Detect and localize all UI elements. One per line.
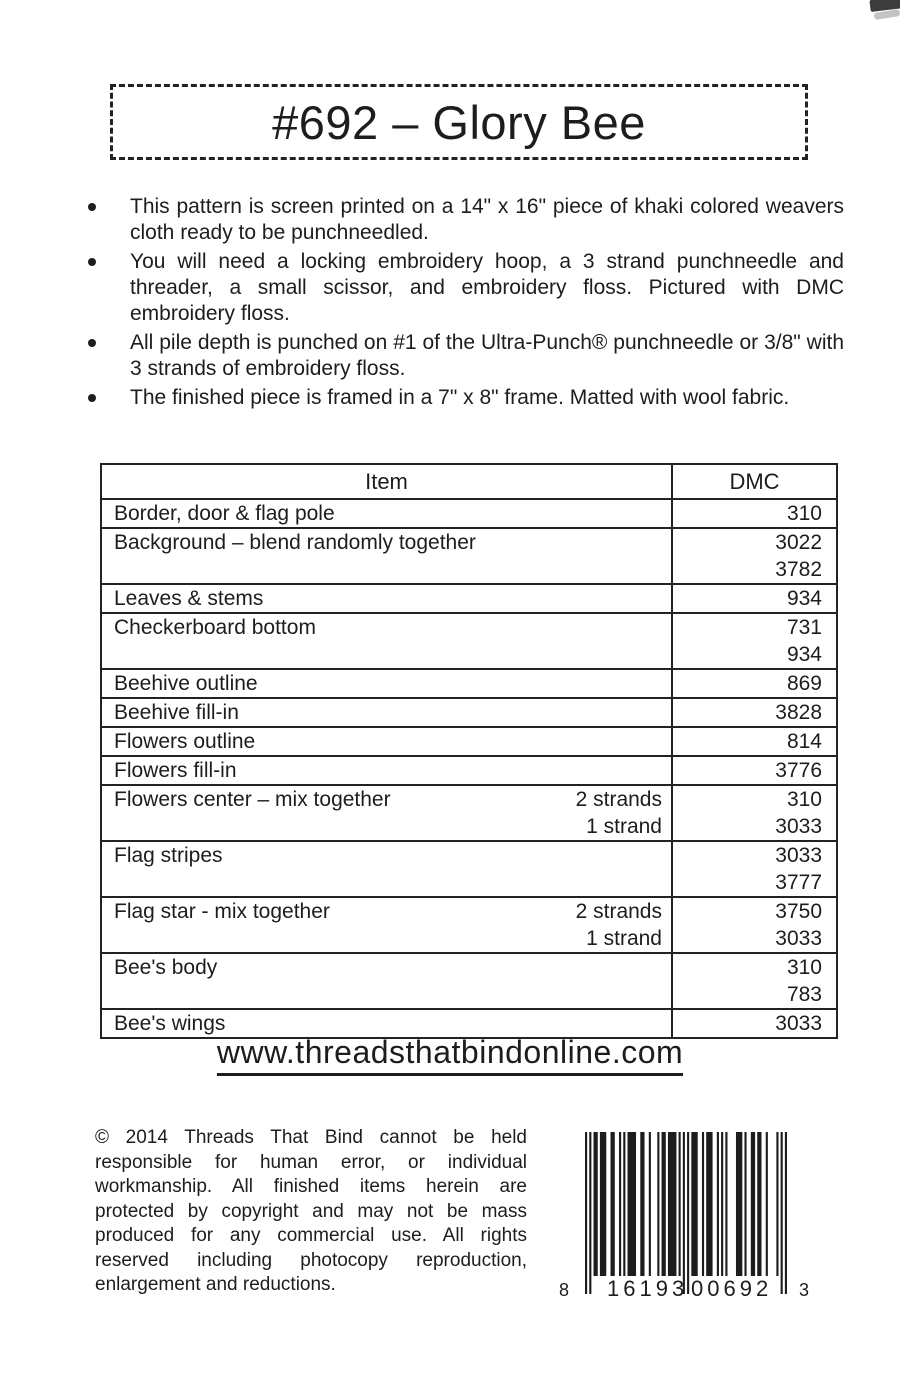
barcode-digits-group2: 00692 — [691, 1276, 773, 1301]
table-row — [102, 697, 836, 726]
list-item — [82, 385, 844, 411]
item-label: Flowers center – mix together — [114, 788, 391, 811]
table-row — [102, 952, 836, 1008]
bullet-icon — [88, 339, 96, 347]
dmc-cell: 869 — [786, 672, 822, 695]
strands-note: 2 strands 1 strand — [575, 900, 662, 950]
dmc-cell: 3828 — [775, 701, 822, 724]
item-label: Flag stripes — [114, 844, 223, 867]
bullet-text: You will need a locking embroidery hoop, a 3 strand punchneedle and threader, a small scissor, and embroidery floss. Pictured with DMC embroidery floss. — [130, 250, 844, 325]
website-row — [0, 1034, 900, 1076]
list-item — [82, 194, 844, 246]
table-row — [102, 583, 836, 612]
dmc-cell: 310 — [786, 502, 822, 525]
item-label: Leaves & stems — [114, 587, 264, 610]
bullet-text: This pattern is screen printed on a 14" x 16" piece of khaki colored weavers cloth ready to be punchneedled. — [130, 195, 844, 244]
item-cell — [102, 670, 673, 697]
item-cell — [102, 699, 673, 726]
item-cell — [102, 757, 673, 784]
dmc-cell: 310 783 — [786, 956, 822, 1006]
bullet-icon — [88, 258, 96, 266]
table-row — [102, 840, 836, 896]
column-header-item: Item — [102, 465, 673, 498]
dmc-cell: 3750 3033 — [775, 900, 822, 950]
table-row — [102, 500, 836, 527]
dmc-cell: 310 3033 — [775, 788, 822, 838]
column-header-dmc: DMC — [729, 469, 780, 494]
title-box — [110, 84, 808, 160]
item-label: Beehive outline — [114, 672, 258, 695]
bullet-text: All pile depth is punched on #1 of the Ultra-Punch® punchneedle or 3/8" with 3 strands of embroidery floss. — [130, 331, 844, 380]
list-item — [82, 330, 844, 382]
item-label: Flowers outline — [114, 730, 256, 753]
website-url: www.threadsthatbindonline.com — [217, 1034, 683, 1076]
bullet-icon — [88, 394, 96, 402]
item-label: Border, door & flag pole — [114, 502, 335, 525]
table-row — [102, 668, 836, 697]
item-cell — [102, 500, 673, 527]
barcode-digit-right: 3 — [799, 1280, 810, 1300]
dmc-cell: 934 — [786, 587, 822, 610]
item-label: Bee's wings — [114, 1012, 226, 1035]
item-label: Flowers fill-in — [114, 759, 237, 782]
item-cell — [102, 585, 673, 612]
floss-table — [100, 463, 838, 1039]
table-row — [102, 527, 836, 583]
copyright-text: © 2014 Threads That Bind cannot be held responsible for human error, or individual workmanship. All finished items herein are protected by copyright and may not be mass produced for any commercial use. All rights reserved including photocopy reproduction, enlargement and reductions. — [95, 1127, 527, 1295]
list-item — [82, 249, 844, 327]
barcode-digits-group1: 16193 — [607, 1276, 689, 1301]
item-cell — [102, 1010, 673, 1037]
item-label: Beehive fill-in — [114, 701, 239, 724]
dmc-cell: 3033 3777 — [775, 844, 822, 894]
item-label: Flag star - mix together — [114, 900, 330, 923]
item-cell — [102, 842, 673, 896]
upc-barcode — [553, 1128, 839, 1308]
dmc-cell: 814 — [786, 730, 822, 753]
dmc-cell: 731 934 — [786, 616, 822, 666]
instruction-list — [82, 194, 844, 414]
table-row — [102, 784, 836, 840]
item-cell — [102, 529, 673, 583]
table-row — [102, 726, 836, 755]
barcode-digit-left: 8 — [559, 1280, 570, 1300]
page-title: #692 – Glory Bee — [272, 95, 646, 149]
item-label: Background – blend randomly together — [114, 531, 476, 554]
bullet-icon — [88, 203, 96, 211]
item-label: Checkerboard bottom — [114, 616, 316, 639]
table-header-row — [102, 465, 836, 500]
item-cell — [102, 614, 673, 668]
table-row — [102, 755, 836, 784]
item-cell — [102, 954, 673, 1008]
item-label: Bee's body — [114, 956, 218, 979]
item-cell — [102, 786, 673, 840]
dmc-cell: 3022 3782 — [775, 531, 822, 581]
bullet-text: The finished piece is framed in a 7" x 8" frame. Matted with wool fabric. — [130, 386, 790, 409]
table-row — [102, 1008, 836, 1037]
dmc-cell: 3776 — [775, 759, 822, 782]
item-cell — [102, 898, 673, 952]
barcode-bars — [585, 1132, 787, 1294]
strands-note: 2 strands 1 strand — [575, 788, 662, 838]
table-body — [102, 500, 836, 1037]
table-row — [102, 896, 836, 952]
item-cell — [102, 728, 673, 755]
table-row — [102, 612, 836, 668]
dmc-cell: 3033 — [775, 1012, 822, 1035]
